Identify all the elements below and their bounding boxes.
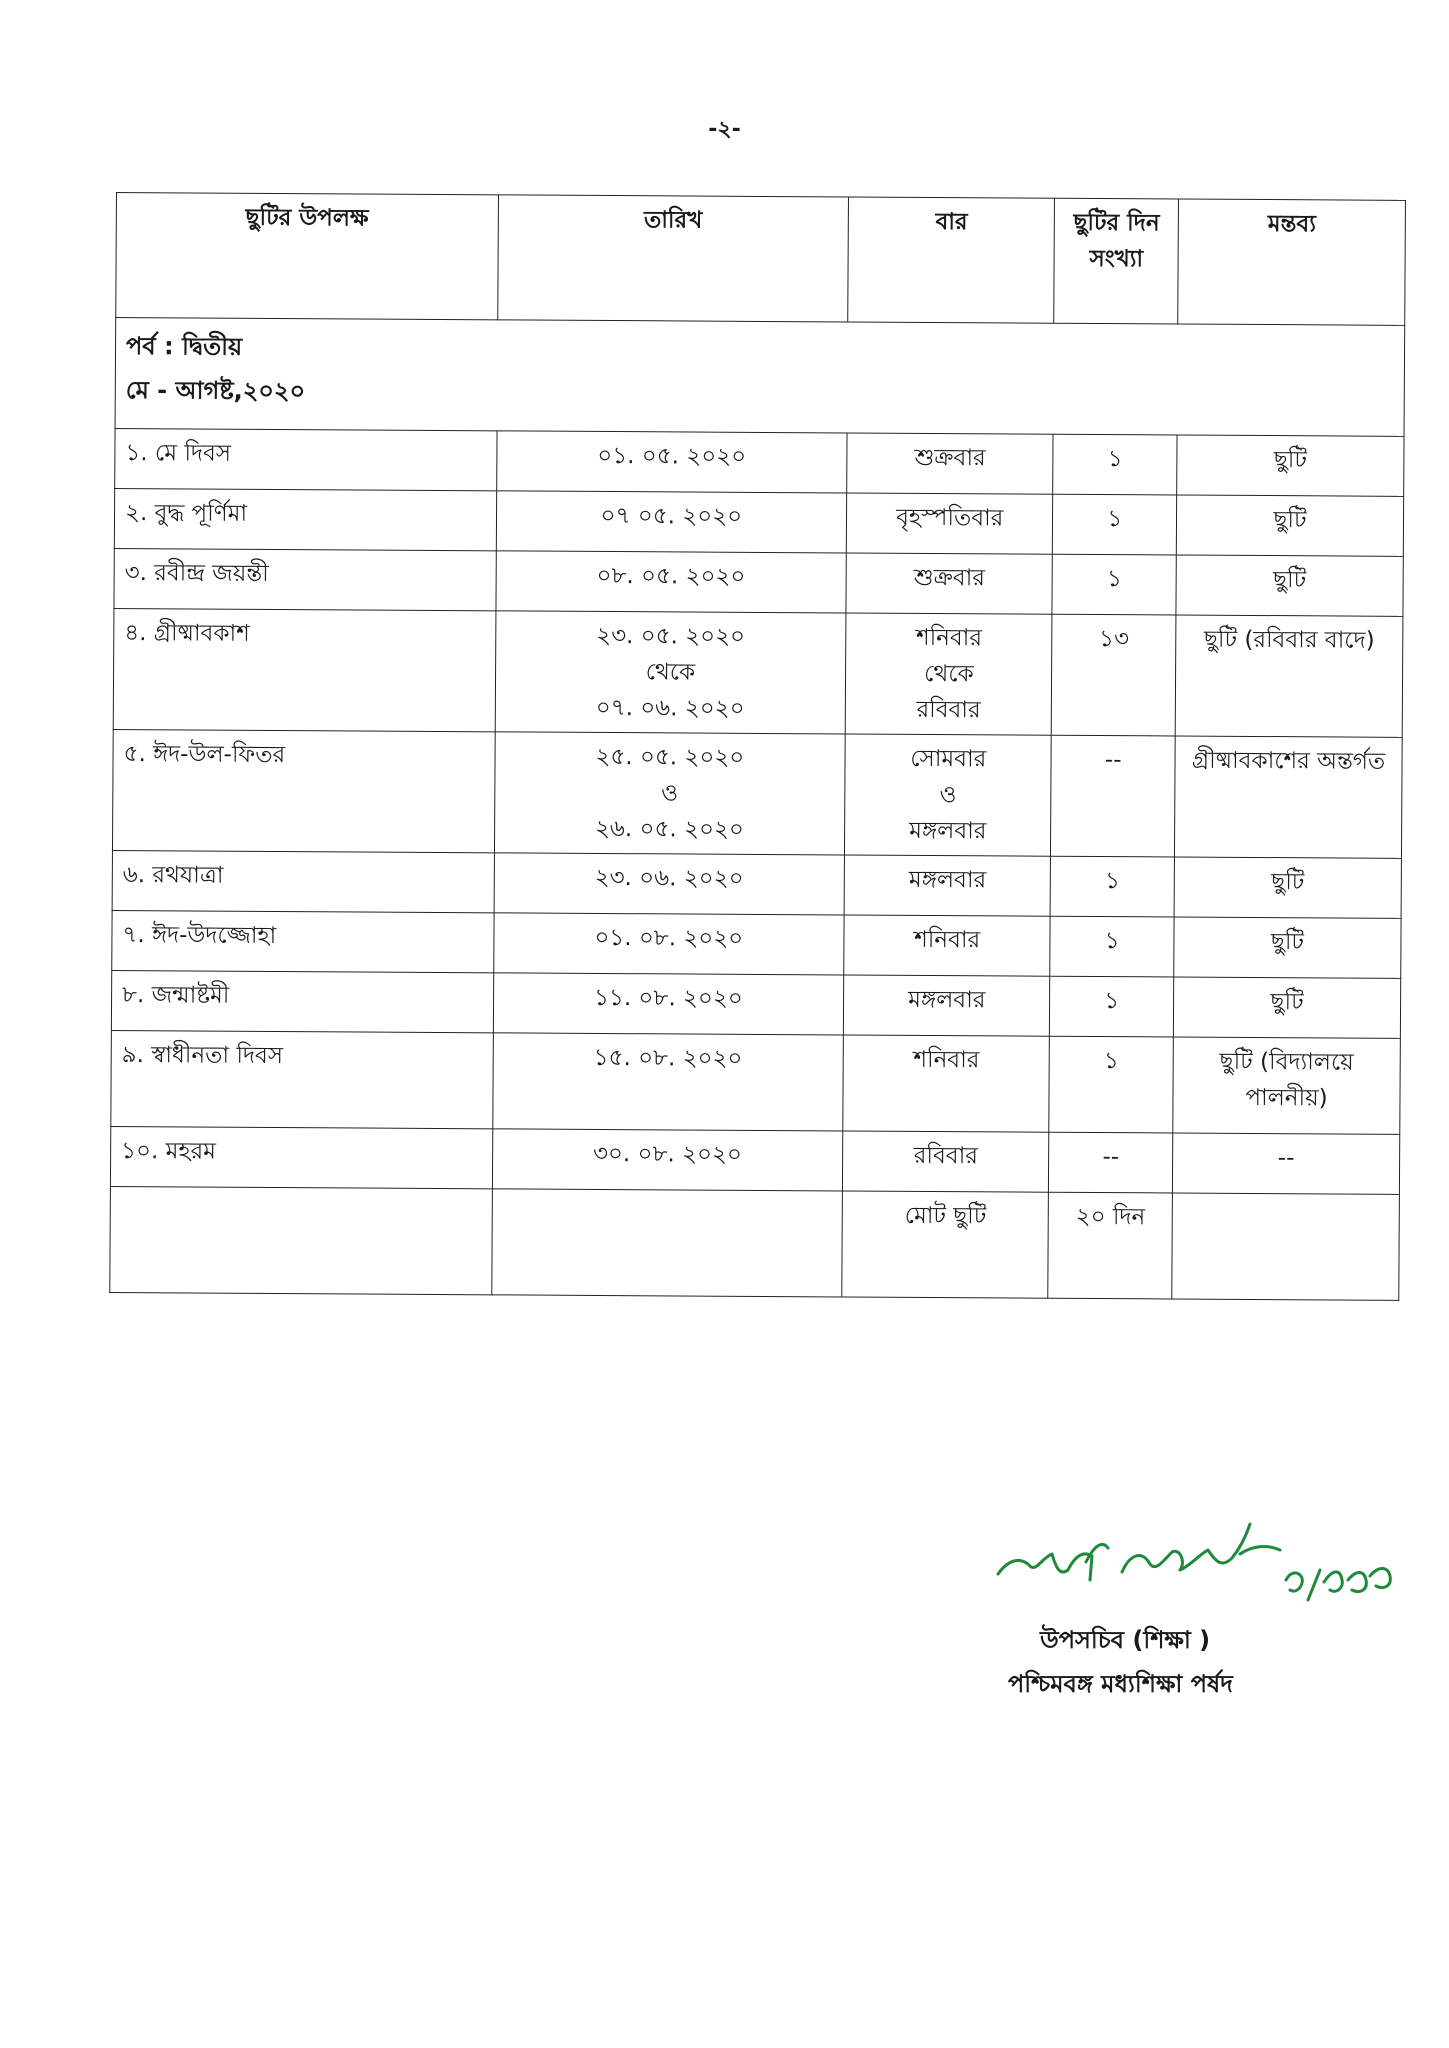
page-number: -২- xyxy=(708,117,741,142)
day-start: সোমবার xyxy=(910,745,987,773)
day-cell: মঙ্গলবার xyxy=(844,855,1051,916)
date-cell: ০৮. ০৫. ২০২০ xyxy=(495,551,846,613)
event-cell: ৯. স্বাধীনতা দিবস xyxy=(111,1030,493,1128)
date-cell: ১৫. ০৮. ২০২০ xyxy=(492,1033,843,1131)
table-row xyxy=(110,1126,1399,1194)
signatory-title: উপসচিব (শিক্ষা ) xyxy=(1040,1626,1211,1654)
count-cell: ১ xyxy=(1053,494,1177,555)
date-link: ও xyxy=(661,780,679,807)
remark-cell: ছুটি (বিদ্যালয়ে পালনীয়) xyxy=(1173,1037,1400,1134)
date-link: থেকে xyxy=(645,659,696,686)
phase-period: মে - আগষ্ট,২০২০ xyxy=(125,376,306,406)
day-cell: শনিবার xyxy=(843,1035,1050,1132)
table-header-row xyxy=(116,193,1406,326)
day-cell: শুক্রবার xyxy=(847,433,1054,494)
count-cell: ১ xyxy=(1053,434,1177,495)
table-row xyxy=(113,608,1403,737)
remark-cell: ছুটি (রবিবার বাদে) xyxy=(1175,615,1403,737)
header-day: বার xyxy=(848,197,1055,323)
remark-cell: ছুটি xyxy=(1173,977,1400,1038)
count-cell: ১ xyxy=(1050,856,1174,917)
count-cell: ১ xyxy=(1050,916,1174,977)
day-cell: বৃহস্পতিবার xyxy=(846,493,1053,554)
total-row xyxy=(110,1186,1400,1300)
day-end: মঙ্গলবার xyxy=(909,817,987,845)
phase-title: পর্ব : দ্বিতীয় xyxy=(125,332,243,361)
signatory-organization: পশ্চিমবঙ্গ মধ্যশিক্ষা পর্ষদ xyxy=(1008,1670,1233,1698)
count-cell: -- xyxy=(1049,1132,1173,1193)
date-cell: ২৩. ০৬. ২০২০ xyxy=(494,853,845,915)
date-end: ২৬. ০৫. ২০২০ xyxy=(594,815,744,843)
date-cell xyxy=(494,732,845,855)
remark-cell: ছুটি xyxy=(1176,495,1403,556)
date-cell: ০৭ ০৫. ২০২০ xyxy=(496,491,847,553)
date-cell: ১১. ০৮. ২০২০ xyxy=(493,973,844,1035)
table-row xyxy=(112,910,1401,978)
remark-cell: ছুটি xyxy=(1174,857,1401,918)
total-value: ২০ দিন xyxy=(1048,1192,1172,1299)
date-cell xyxy=(495,611,846,734)
day-cell: রবিবার xyxy=(843,1131,1050,1192)
day-cell: শুক্রবার xyxy=(846,553,1053,614)
header-event: ছুটির উপলক্ষ xyxy=(116,193,498,320)
count-cell: ১ xyxy=(1052,554,1176,615)
remark-cell: ছুটি xyxy=(1176,555,1403,616)
count-cell: ১ xyxy=(1050,976,1174,1037)
day-cell: শনিবার xyxy=(844,915,1051,976)
event-cell: ৬. রথযাত্রা xyxy=(112,850,494,912)
table-row xyxy=(114,548,1403,616)
remark-cell: গ্রীষ্মাবকাশের অন্তর্গত xyxy=(1175,736,1403,858)
empty-cell xyxy=(110,1186,492,1294)
day-cell xyxy=(845,613,1052,735)
event-cell: ৭. ঈদ-উদজ্জোহা xyxy=(112,910,494,972)
remark-cell: ছুটি xyxy=(1177,435,1404,496)
table-row xyxy=(111,1030,1401,1134)
date-cell: ০১. ০৫. ২০২০ xyxy=(496,431,847,493)
day-link: ও xyxy=(939,782,957,809)
day-end: রবিবার xyxy=(916,696,981,724)
phase-row xyxy=(115,318,1405,437)
date-end: ০৭. ০৬. ২০২০ xyxy=(595,694,745,722)
event-cell: ৪. গ্রীষ্মাবকাশ xyxy=(113,608,495,731)
day-cell: মঙ্গলবার xyxy=(843,975,1050,1036)
date-start: ২৩. ০৫. ২০২০ xyxy=(596,622,746,650)
date-cell: ৩০. ০৮. ২০২০ xyxy=(492,1129,843,1191)
day-link: থেকে xyxy=(923,660,974,688)
table-row xyxy=(114,488,1403,556)
table-row xyxy=(115,428,1404,496)
total-label: মোট ছুটি xyxy=(842,1191,1049,1298)
empty-cell xyxy=(491,1189,842,1297)
header-remark: মন্তব্য xyxy=(1178,199,1406,325)
empty-cell xyxy=(1172,1193,1400,1300)
date-cell: ০১. ০৮. ২০২০ xyxy=(493,913,844,975)
date-start: ২৫. ০৫. ২০২০ xyxy=(595,743,745,771)
event-cell: ৩. রবীন্দ্র জয়ন্তী xyxy=(114,548,496,610)
table-row xyxy=(112,850,1401,918)
remark-cell: -- xyxy=(1172,1133,1399,1194)
event-cell: ৫. ঈদ-উল-ফিতর xyxy=(112,729,494,852)
event-cell: ১. মে দিবস xyxy=(115,428,497,490)
count-cell: ১৩ xyxy=(1052,614,1176,736)
header-count: ছুটির দিন সংখ্যা xyxy=(1054,198,1178,324)
event-cell: ২. বুদ্ধ পূর্ণিমা xyxy=(114,488,496,550)
event-cell: ৮. জন্মাষ্টমী xyxy=(111,970,493,1032)
table-row xyxy=(111,970,1400,1038)
holiday-table xyxy=(109,192,1406,1301)
day-cell xyxy=(845,734,1052,856)
event-cell: ১০. মহরম xyxy=(110,1126,492,1188)
handwritten-signature xyxy=(990,1510,1410,1620)
header-date: তারিখ xyxy=(497,195,848,322)
table-row xyxy=(112,729,1402,858)
count-cell: -- xyxy=(1051,735,1175,857)
count-cell: ১ xyxy=(1049,1036,1173,1133)
day-start: শনিবার xyxy=(915,624,983,652)
remark-cell: ছুটি xyxy=(1174,917,1401,978)
